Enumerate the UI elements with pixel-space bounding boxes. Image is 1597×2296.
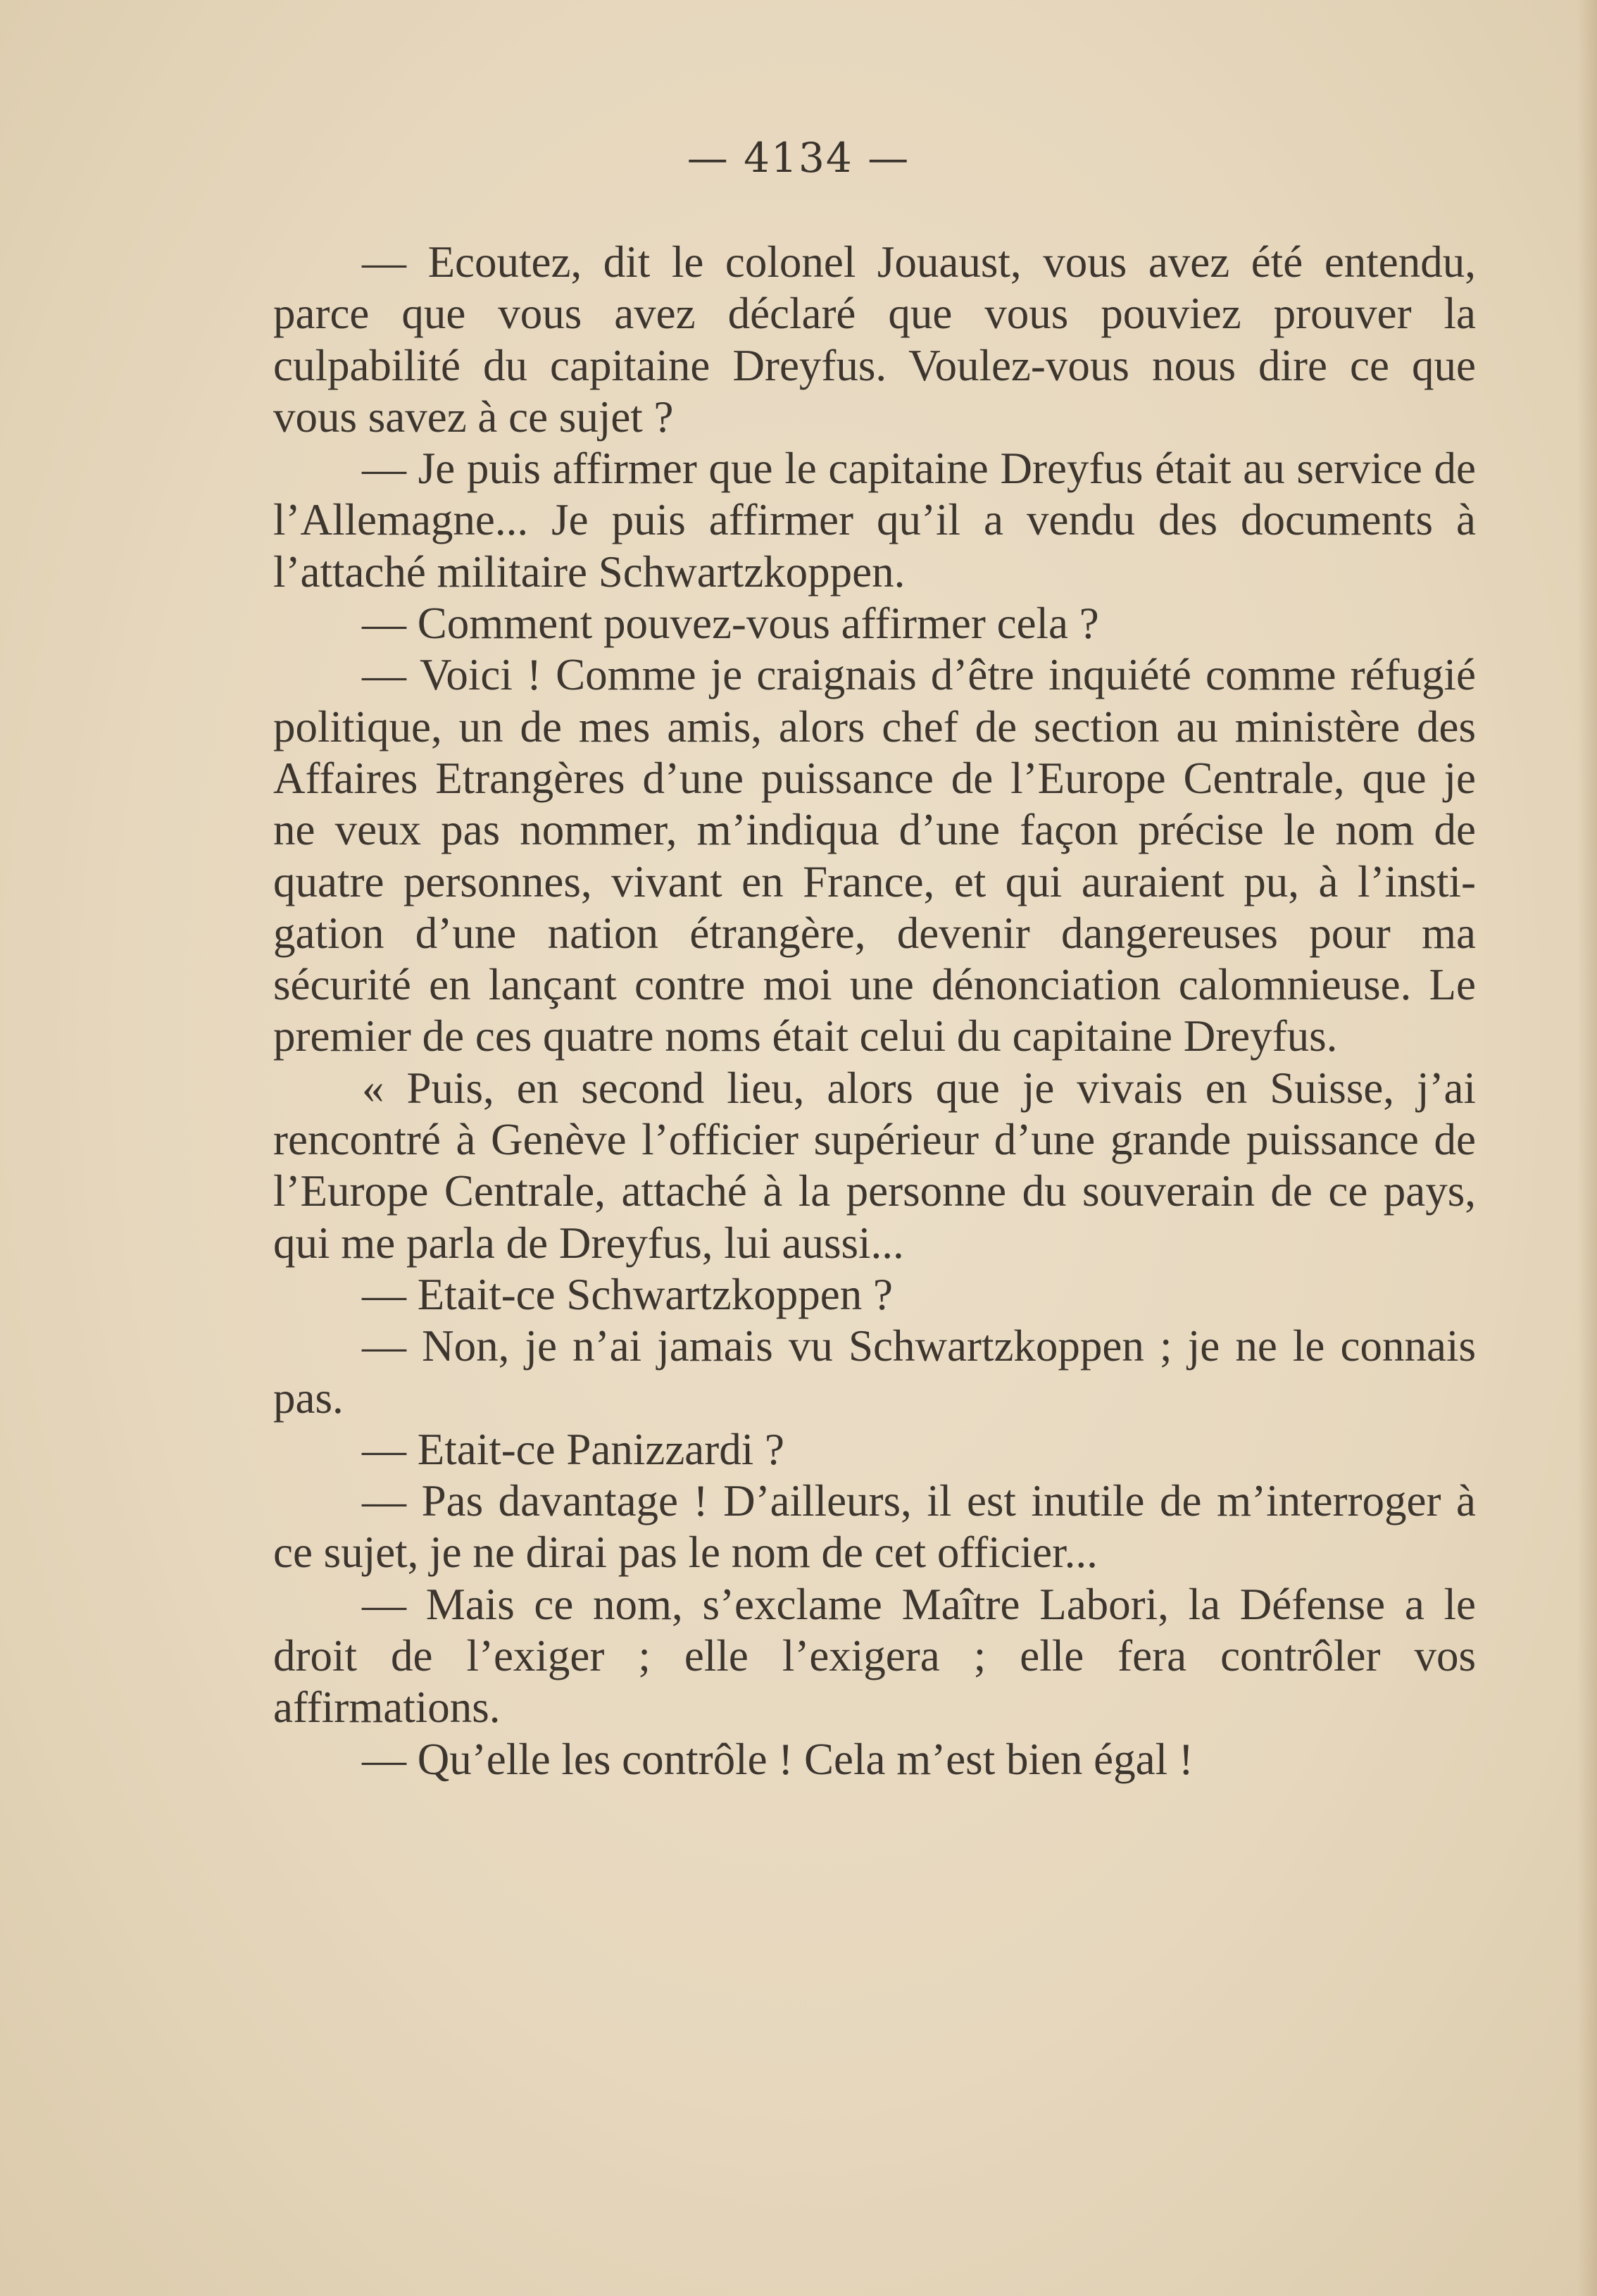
paragraph: — Comment pouvez-vous affirmer cela ? bbox=[362, 599, 1099, 649]
paragraph: — Etait-ce Panizzardi ? bbox=[362, 1424, 784, 1474]
paragraph: « Puis, en second lieu, alors que je vivais en Suisse, j’ai rencontré à Genève l’officier supérieur d’une grande puissance de l’Europe Centrale, attaché à la personne du souverain de ce pays, qui me parla de Dreyfus, lui aussi... bbox=[273, 1063, 1476, 1268]
page-number: — 4134 — bbox=[687, 134, 910, 182]
text-body bbox=[273, 237, 1476, 1785]
paragraph: — Non, je n’ai jamais vu Schwartzkoppen ; je ne le connais pas. bbox=[273, 1321, 1476, 1423]
page-edge-shadow bbox=[1577, 0, 1597, 2296]
paragraph: — Etait-ce Schwartzkoppen ? bbox=[362, 1269, 893, 1319]
paragraph: — Qu’elle les contrôle ! Cela m’est bien égal ! bbox=[362, 1734, 1194, 1784]
paragraph: — Mais ce nom, s’exclame Maître Labori, la Défense a le droit de l’exiger ; elle l’exigera ; elle fera contrôler vos affirmations. bbox=[273, 1579, 1476, 1733]
paragraph: — Je puis affirmer que le capitaine Dreyfus était au service de l’Allemagne... Je puis affirmer qu’il a vendu des documents à l’attaché militaire Schwartzkoppen. bbox=[273, 444, 1476, 597]
paragraph: — Ecoutez, dit le colonel Jouaust, vous avez été entendu, parce que vous avez déclaré que vous pouviez prouver la culpabilité du capitaine Dreyfus. Voulez-vous nous dire ce que vous savez à ce sujet ? bbox=[273, 237, 1476, 442]
paragraph: — Voici ! Comme je craignais d’être inquiété comme réfugié politique, un de mes amis, alors chef de section au ministère des Affaires Etrangères d’une puissance de l’Europe Centrale, que je ne veux pas nommer, m’indiqua d’une façon précise le nom de quatre personnes, vivant en France, et qui auraient pu, à l’instigation d’une nation étrangère, devenir dangereuses pour ma sécurité en lançant contre moi une dénonciation calomnieuse. Le premier de ces quatre noms était celui du capitaine Dreyfus. bbox=[273, 650, 1476, 1061]
paragraph: — Pas davantage ! D’ailleurs, il est inutile de m’interroger à ce sujet, je ne dirai pas le nom de cet officier... bbox=[273, 1476, 1476, 1578]
